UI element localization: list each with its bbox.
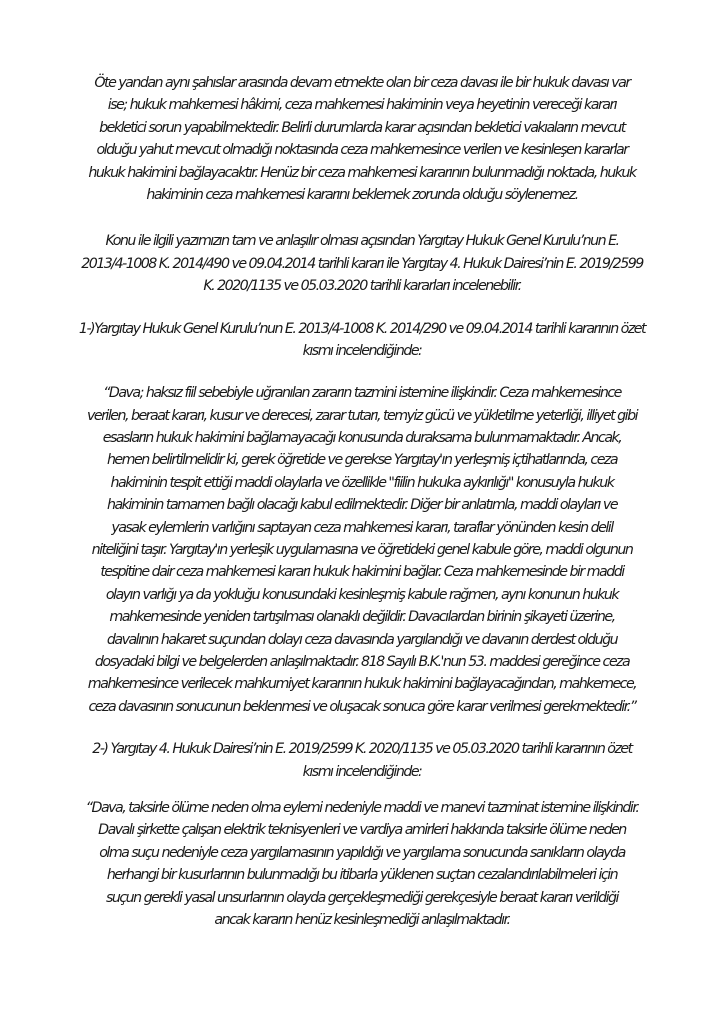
text-line: dosyadaki bilgi ve belgelerden anlaşılmaktadır. 818 Sayılı B.K.'nun 53. maddesi gereğince ceza [94, 653, 630, 670]
text-line: olduğu yahut mevcut olmadığı noktasında ceza mahkemesince verilen ve kesinleşen kararlar [96, 142, 628, 159]
text-line: esasların hukuk hakimini bağlamayacağı konusunda duraksama bulunmamaktadır. Ancak, [102, 430, 622, 447]
paragraph-reference [0, 230, 724, 297]
text-line: suçun gerekli yasal unsurlarının olayda gerçekleşmediği gerekçesiyle beraat kararı verildiği [106, 889, 618, 906]
quote-2 [0, 797, 724, 931]
text-line: niteliğini taşır. Yargıtay'ın yerleşik uygulamasına ve öğretideki genel kabule göre, maddi olgunun [91, 542, 633, 559]
text-line: “Dava, taksirle ölüme neden olma eylemi nedeniyle maddi ve manevi tazminat istemine ilişkindir. [85, 799, 639, 816]
text-line: Konu ile ilgili yazımızın tam ve anlaşılır olması açısından Yargıtay Hukuk Genel Kurulu’nun E. [105, 233, 619, 250]
section-heading-1 [0, 318, 724, 363]
text-line: verilen, beraat kararı, kusur ve derecesi, zarar tutarı, temyiz gücü ve yükletilme yeterliği, illiyet gibi [86, 407, 638, 424]
text-line: ise; hukuk mahkemesi hâkimi, ceza mahkemesi hakiminin veya heyetinin vereceği kararı [107, 97, 617, 114]
section-heading-2 [0, 738, 724, 783]
text-line: hukuk hakimini bağlayacaktır. Henüz bir ceza mahkemesi kararının bulunmadığı noktada, hukuk [88, 164, 636, 181]
text-line: 2013/4-1008 K. 2014/490 ve 09.04.2014 tarihli kararı ile Yargıtay 4. Hukuk Dairesi’nin E. 2019/2599 [81, 255, 643, 272]
text-line: Öte yandan aynı şahıslar arasında devam etmekte olan bir ceza davası ile bir hukuk davası var [94, 75, 630, 91]
text-line: 2-) Yargıtay 4. Hukuk Dairesi’nin E. 2019/2599 K. 2020/1135 ve 05.03.2020 tarihli kararının özet [92, 741, 632, 758]
text-line: hakiminin ceza mahkemesi kararını beklemek zorunda olduğu söylenemez. [146, 186, 578, 203]
text-line: olma suçu nedeniyle ceza yargılamasının yapıldığı ve yargılama sonucunda sanıkların olayda [99, 844, 625, 861]
paragraph-intro [0, 72, 724, 206]
text-line: herhangi bir kusurlarının bulunmadığı bu itibarla yüklenen suçtan cezalandırılabilmeleri için [106, 867, 618, 884]
text-line: hakiminin tamamen bağlı olacağı kabul edilmektedir. Diğer bir anlatımla, maddi olayları ve [106, 497, 618, 514]
text-line: K. 2020/1135 ve 05.03.2020 tarihli kararları incelenebilir. [203, 278, 521, 295]
text-line: kısmı incelendiğinde: [302, 342, 422, 359]
text-line: mahkemesinde yeniden tartışılması olanaklı değildir. Davacılardan birinin şikayeti üzerine, [109, 609, 615, 626]
text-line: mahkemesince verilecek mahkumiyet kararının hukuk hakimini bağlayacağından, mahkemece, [87, 676, 637, 693]
text-line: “Dava; haksız fiil sebebiyle uğranılan zararın tazmini istemine ilişkindir. Ceza mahkemesince [103, 385, 621, 402]
text-line: Davalı şirkette çalışan elektrik teknisyenleri ve vardiya amirleri hakkında taksirle ölüme neden [98, 822, 626, 839]
text-line: 1-)Yargıtay Hukuk Genel Kurulu’nun E. 2013/4-1008 K. 2014/290 ve 09.04.2014 tarihli kararının özet [78, 320, 646, 337]
text-line: hakiminin tespit ettiği maddi olaylarla ve özellikle "fiilin hukuka aykırılığı" konusuyla hukuk [110, 474, 614, 491]
text-line: yasak eylemlerin varlığını saptayan ceza mahkemesi kararı, taraflar yönünden kesin delil [111, 519, 613, 536]
text-line: bekletici sorun yapabilmektedir. Belirli durumlarda karar açısından bekletici vakıaların mevcut [99, 119, 625, 136]
text-line: olayın varlığı ya da yokluğu konusundaki kesinleşmiş kabule rağmen, aynı konunun hukuk [105, 586, 619, 603]
quote-1 [0, 382, 724, 718]
text-line: ceza davasının sonucunun beklenmesi ve oluşacak sonuca göre karar verilmesi gerekmektedir.” [88, 698, 636, 715]
text-line: ancak kararın henüz kesinleşmediği anlaşılmaktadır. [214, 911, 510, 928]
text-line: davalının hakaret suçundan dolayı ceza davasında yargılandığı ve davanın derdest olduğu [106, 631, 618, 648]
text-line: tespitine dair ceza mahkemesi kararı hukuk hakimini bağlar. Ceza mahkemesinde bir maddi [100, 564, 624, 581]
text-line: hemen belirtilmelidir ki, gerek öğretide ve gerekse Yargıtay'ın yerleşmiş içtihatlarında, ceza [106, 452, 618, 469]
text-line: kısmı incelendiğinde: [302, 763, 422, 780]
